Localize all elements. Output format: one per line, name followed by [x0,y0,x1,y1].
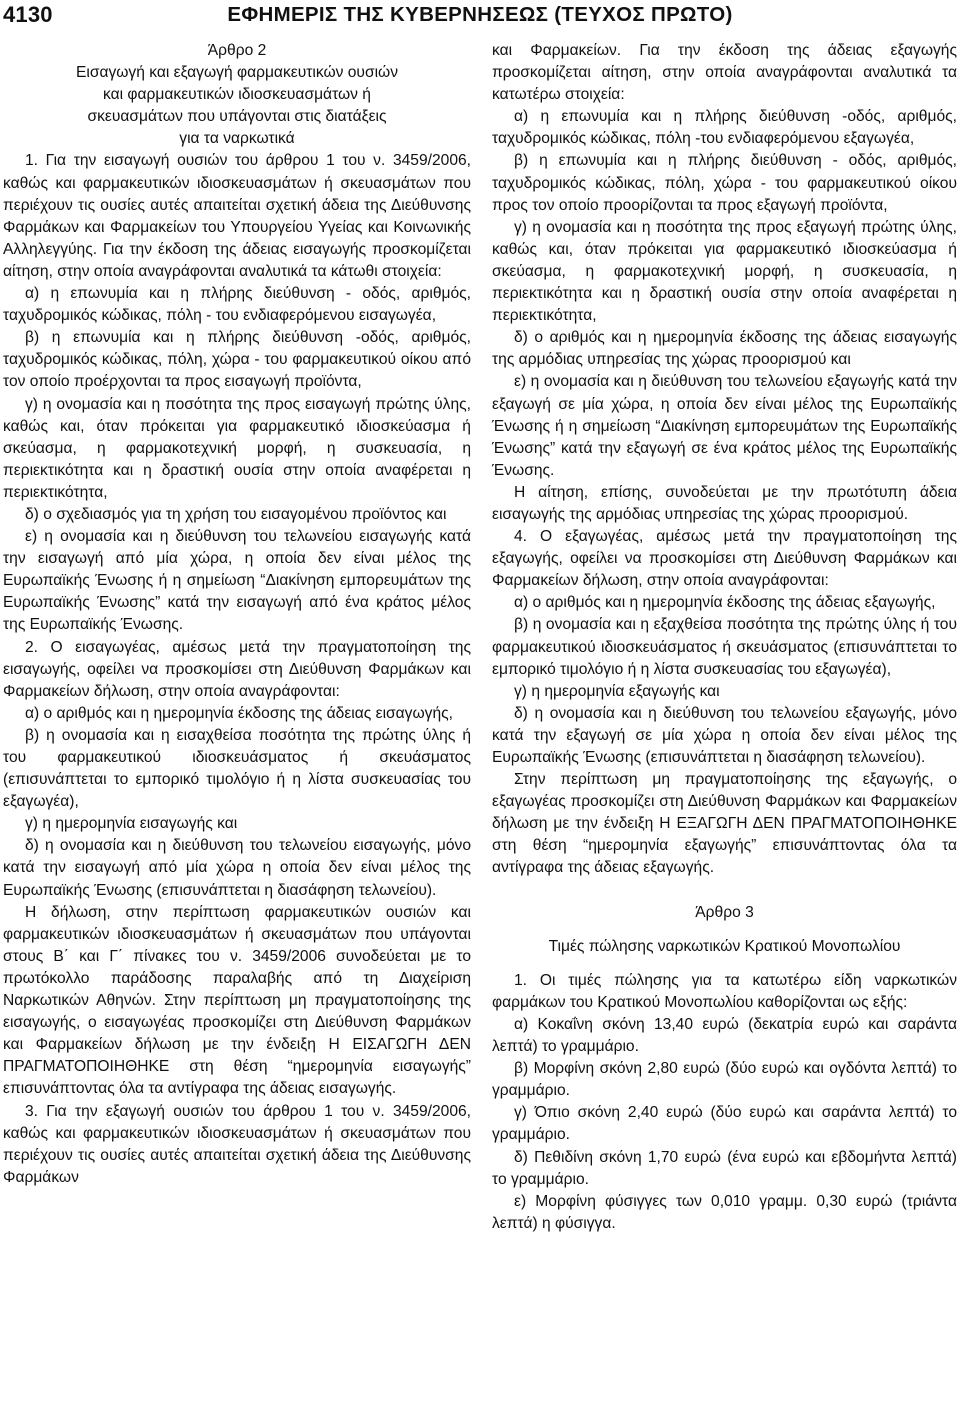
article-2-title-line: Εισαγωγή και εξαγωγή φαρμακευτικών ουσιών [75,64,399,82]
section-spacer [492,924,957,936]
paragraph: α) η επωνυμία και η πλήρης διεύθυνση -οδός, αριθμός, ταχυδρομικός κώδικας, πόλη -του ενδιαφερόμενου εξαγωγέα, [492,108,957,148]
paragraph: δ) η ονομασία και η διεύθυνση του τελωνείου εισαγωγής, μόνο κατά την εισαγωγή από μία χώρα η οποία δεν είναι μέλος της Ευρωπαϊκής Ένωσης (επισυνάπτεται η διασάφηση τελωνείου). [3,837,471,899]
paragraph: β) η ονομασία και η εξαχθείσα ποσότητα της πρώτης ύλης ή του φαρμακευτικού ιδιοσκευάσματος ή σκευάσματος (επισυνάπτεται το εμπορικό τιμολόγιο ή η λίστα συσκευασίας του εξαγωγέα), [492,616,957,678]
paragraph: α) η επωνυμία και η πλήρης διεύθυνση - οδός, αριθμός, ταχυδρομικός κώδικας, πόλη - του ενδιαφερόμενου εισαγωγέα, [3,285,471,325]
paragraph: ε) η ονομασία και η διεύθυνση του τελωνείου εισαγωγής κατά την εισαγωγή από μία χώρα, η οποία δεν είναι μέλος της Ευρωπαϊκής Ένωσης ή η σημείωση “Διακίνηση εμπορευμάτων της Ευρωπαϊκής Ένωσης” κατά την εισαγωγή από ένα κράτος μέλος της Ευρωπαϊκής Ένωσης. [3,528,471,634]
right-column [492,40,957,1235]
paragraph: 1. Για την εισαγωγή ουσιών του άρθρου 1 του ν. 3459/2006, καθώς και φαρμακευτικών ιδιοσκευασμάτων ή σκευασμάτων που περιέχουν τις ουσίες αυτές απαιτείται σχετική άδεια της Διεύθυνσης Φαρμάκων και Φαρμακείων του Υπουργείου Υγείας και Κοινωνικής Αλληλεγγύης. Για την έκδοση της άδειας εισαγωγής προσκομίζεται αίτηση, στην οποία αναγράφονται αναλυτικά τα κάτωθι στοιχεία: [3,152,471,280]
paragraph: 1. Οι τιμές πώλησης για τα κατωτέρω είδη ναρκωτικών φαρμάκων του Κρατικού Μονοπωλίου καθορίζονται ως εξής: [492,971,957,1011]
paragraph: 3. Για την εξαγωγή ουσιών του άρθρου 1 του ν. 3459/2006, καθώς και φαρμακευτικών ιδιοσκευασμάτων ή σκευασμάτων που περιέχουν τις ουσίες αυτές απαιτείται σχετική άδεια της Διεύθυνσης Φαρμάκων [3,1102,471,1186]
paragraph: β) η επωνυμία και η πλήρης διεύθυνση -οδός, αριθμός, ταχυδρομικός κώδικας, πόλη, χώρα - του φαρμακευτικού οίκου από τον οποίο προέρχονται τα προς εισαγωγή προϊόντα, [3,329,471,391]
section-spacer [492,958,957,970]
paragraph: β) η επωνυμία και η πλήρης διεύθυνση - οδός, αριθμός, ταχυδρομικός κώδικας, πόλη, χώρα - του φαρμακευτικού οίκου προς τον οποίο προορίζονται τα προς εξαγωγή προϊόντα, [492,152,957,214]
paragraph: γ) Όπιο σκόνη 2,40 ευρώ (δύο ευρώ και σαράντα λεπτά) το γραμμάριο. [492,1104,957,1144]
section-spacer [492,880,957,902]
paragraph: α) ο αριθμός και η ημερομηνία έκδοσης της άδειας εξαγωγής, [514,594,936,612]
paragraph: δ) ο αριθμός και η ημερομηνία έκδοσης της άδειας εισαγωγής της αρμόδιας υπηρεσίας της χώρας προορισμού και [492,329,957,369]
paragraph: Στην περίπτωση μη πραγματοποίησης της εξαγωγής, ο εξαγωγέας προσκομίζει στη Διεύθυνση Φαρμάκων και Φαρμακείων δήλωση με την ένδειξη Η ΕΞΑΓΩΓΗ ΔΕΝ ΠΡΑΓΜΑΤΟΠΟΙΗΘΗΚΕ στη θέση “ημερομηνία εξαγωγής” επισυνάπτοντας όλα τα αντίγραφα της άδειας εξαγωγής. [492,771,957,877]
paragraph: ε) Μορφίνη φύσιγγες των 0,010 γραμμ. 0,30 ευρώ (τριάντα λεπτά) η φύσιγγα. [492,1192,957,1232]
left-column [3,40,471,1189]
paragraph: ε) η ονομασία και η διεύθυνση του τελωνείου εξαγωγής κατά την εξαγωγή σε μία χώρα, η οποία δεν είναι μέλος της Ευρωπαϊκής Ένωσης ή η σημείωση “Διακίνηση εμπορευμάτων της Ευρωπαϊκής Ένωσης” κατά την εξαγωγή σε ένα κράτος μέλος της Ευρωπαϊκής Ένωσης. [492,373,957,479]
article-2-title-line: και φαρμακευτικών ιδιοσκευασμάτων ή [103,86,371,104]
article-3-title: Τιμές πώλησης ναρκωτικών Κρατικού Μονοπωλίου [548,937,901,955]
article-2-title-line: σκευασμάτων που υπάγονται στις διατάξεις [87,108,387,126]
paragraph: β) Μορφίνη σκόνη 2,80 ευρώ (δύο ευρώ και ογδόντα λεπτά) το γραμμάριο. [492,1060,957,1100]
paragraph: γ) η ημερομηνία εξαγωγής και [514,682,720,700]
page-header [0,0,960,34]
paragraph: δ) η ονομασία και η διεύθυνση του τελωνείου εξαγωγής, μόνο κατά την εξαγωγή σε μία χώρα η οποία δεν είναι μέλος της Ευρωπαϊκής Ένωσης (επισυνάπτεται η διασάφηση τελωνείου). [492,704,957,766]
page-number: 4130 [3,2,53,27]
paragraph: α) ο αριθμός και η ημερομηνία έκδοσης της άδειας εισαγωγής, [25,704,453,722]
paragraph: γ) η ονομασία και η ποσότητα της προς εξαγωγή πρώτης ύλης, καθώς και, όταν πρόκειται για φαρμακευτικό ιδιοσκεύασμα ή σκεύασμα, η φαρμακοτεχνική μορφή, η συσκευασία, η περιεκτικότητα και η δραστική ουσία στην οποία αναφέρεται η περιεκτικότητα, [492,218,957,325]
paragraph: 4. Ο εξαγωγέας, αμέσως μετά την πραγματοποίηση της εξαγωγής, οφείλει να προσκομίσει στη Διεύθυνση Φαρμάκων και Φαρμακείων δήλωση, στην οποία αναγράφονται: [492,528,957,590]
article-2-title-line: για τα ναρκωτικά [179,130,295,148]
paragraph: δ) Πεθιδίνη σκόνη 1,70 ευρώ (ένα ευρώ και εβδομήντα λεπτά) το γραμμάριο. [492,1148,957,1188]
paragraph: Η αίτηση, επίσης, συνοδεύεται με την πρωτότυπη άδεια εισαγωγής της αρμόδιας υπηρεσίας της χώρας προορισμού. [492,483,957,523]
article-3-heading: Άρθρο 3 [695,903,754,921]
paragraph: β) η ονομασία και η εισαχθείσα ποσότητα της πρώτης ύλης ή του φαρμακευτικού ιδιοσκευάσματος ή σκευάσματος (επισυνάπτεται το εμπορικό τιμολόγιο ή η λίστα συσκευασίας του εξαγωγέα), [3,726,471,811]
paragraph: γ) η ονομασία και η ποσότητα της προς εισαγωγή πρώτης ύλης, καθώς και, όταν πρόκειται για φαρμακευτικό ιδιοσκεύασμα ή σκεύασμα, η φαρμακοτεχνική μορφή, η συσκευασία, η περιεκτικότητα και η δραστική ουσία στην οποία αναφέρεται η περιεκτικότητα, [3,395,471,501]
paragraph: Η δήλωση, στην περίπτωση φαρμακευτικών ουσιών και φαρμακευτικών ιδιοσκευασμάτων ή σκευασμάτων που υπάγονται στους Β΄ και Γ΄ πίνακες του ν. 3459/2006 συνοδεύεται με το πρωτόκολλο παράδοσης παραλαβής από τη Διαχείριση Ναρκωτικών Αθηνών. Στην περίπτωση μη πραγματοποίησης της εισαγωγής, ο εισαγωγέας προσκομίζει στη Διεύθυνση Φαρμάκων και Φαρμακείων δήλωση με την ένδειξη Η ΕΙΣΑΓΩΓΗ ΔΕΝ ΠΡΑΓΜΑΤΟΠΟΙΗΘΗΚΕ στη θέση “ημερομηνία εισαγωγής” επισυνάπτοντας όλα τα αντίγραφα της άδειας εισαγωγής. [3,903,471,1098]
paragraph: 2. Ο εισαγωγέας, αμέσως μετά την πραγματοποίηση της εισαγωγής, οφείλει να προσκομίσει στη Διεύθυνση Φαρμάκων και Φαρμακείων δήλωση, στην οποία αναγράφονται: [3,638,471,700]
paragraph: δ) ο σχεδιασμός για τη χρήση του εισαγομένου προϊόντος και [25,505,447,523]
paragraph: α) Κοκαΐνη σκόνη 13,40 ευρώ (δεκατρία ευρώ και σαράντα λεπτά) το γραμμάριο. [492,1015,957,1056]
paragraph: γ) η ημερομηνία εισαγωγής και [25,815,238,833]
gazette-title: ΕΦΗΜΕΡΙΣ ΤΗΣ ΚΥΒΕΡΝΗΣΕΩΣ (ΤΕΥΧΟΣ ΠΡΩΤΟ) [227,3,733,26]
paragraph: και Φαρμακείων. Για την έκδοση της άδειας εξαγωγής προσκομίζεται αίτηση, στην οποία αναγράφονται αναλυτικά τα κατωτέρω στοιχεία: [492,42,957,104]
article-2-heading: Άρθρο 2 [207,42,267,59]
